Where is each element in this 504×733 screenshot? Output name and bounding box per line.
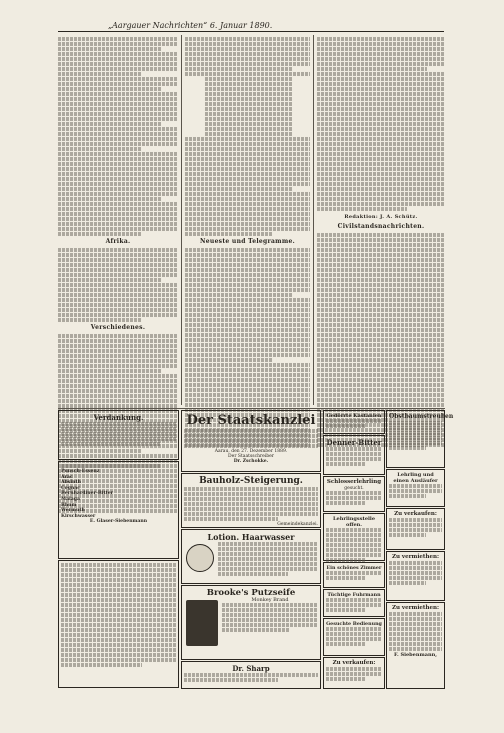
ad-zimmer-title: Ein schönes Zimmer — [326, 565, 382, 571]
ad-lehrling-right — [386, 469, 445, 507]
liqueur-item: Kirschwasser — [61, 513, 96, 519]
brooke-monkey-illustration — [186, 600, 218, 646]
ad-brooke — [181, 585, 321, 660]
ad-bauholz-office: Gemeindekanzlei. — [277, 522, 318, 527]
liqueur-item: Bernhardiner-Bitter — [61, 491, 114, 497]
ad-bedienung — [323, 618, 385, 656]
ad-list-left — [58, 560, 179, 688]
liqueur-seller: E. Glaser-Siebenmann — [89, 519, 148, 525]
ads-top-rule — [58, 408, 445, 409]
column-left — [58, 37, 178, 407]
ad-vermiethen-title: Zu vermiethen: — [392, 554, 439, 560]
ad-verkaufen-middle — [323, 657, 385, 689]
ad-lehrling-title: Lehrlingsstelle offen. — [333, 516, 375, 528]
page-title: „Aargauer Nachrichten“ 6. Januar 1890. — [108, 21, 273, 30]
ad-fuhrmann-title: Tüchtige Fuhrmann — [327, 592, 381, 598]
liqueur-item: Malaga — [61, 496, 80, 502]
ad-schlosser-sub: gesucht. — [344, 486, 364, 491]
ad-verdankung-title: Verdankung. — [93, 413, 144, 422]
section-heading-verschiedenes: Verschiedenes. — [90, 324, 146, 331]
section-heading-afrika: Afrika. — [105, 238, 131, 245]
liqueur-item: Cognac — [61, 485, 81, 491]
ad-lehrling — [323, 513, 385, 561]
ad-lotion — [181, 529, 321, 584]
ad-verdankung — [58, 410, 179, 460]
page-header — [58, 20, 444, 32]
ad-denner-title: Denner-Bitter — [326, 438, 382, 447]
ad-vermiethen-2-title: Zu vermiethen: — [392, 605, 439, 611]
ad-obstbaum-title: Obstbaumstreuben — [389, 413, 454, 420]
ad-denner — [323, 435, 385, 475]
liqueur-item: Absinth — [61, 480, 81, 486]
ad-staatskanzlei — [181, 410, 321, 472]
ad-brooke-title: Brooke's Putzseife — [206, 588, 296, 598]
ad-vermiethen-1 — [386, 551, 445, 601]
ad-lotion-title: Lotion. Haarwasser — [207, 532, 295, 542]
ad-staatskanzlei-date: Aarau, den 27. Dezember 1889. — [214, 449, 288, 454]
column-middle — [185, 37, 310, 407]
ad-liqueur — [58, 461, 179, 559]
ad-staatskanzlei-office: Der Staatsschreiber — [228, 454, 274, 459]
ad-brooke-sub: Monkey Brand — [251, 597, 289, 603]
ad-schlosser-title: Schlosserlehrling — [326, 479, 382, 485]
ad-sharp-title: Dr. Sharp — [232, 664, 270, 673]
ad-verkaufen-right-title: Zu verkaufen: — [394, 511, 437, 517]
ad-kastanien-title: Gedörrte Kastanien — [326, 413, 382, 419]
lotion-seal-icon — [186, 544, 214, 572]
ad-fuhrmann — [323, 589, 385, 617]
ad-bauholz-title: Bauholz-Steigerung. — [199, 476, 303, 486]
ad-obstbaum — [386, 410, 454, 468]
liqueur-item: Rhum — [61, 502, 77, 508]
ad-lehrling-right-title: Lehrling und einen Ausläufer — [393, 472, 438, 484]
ad-sharp — [181, 661, 321, 689]
ad-vermiethen-2 — [386, 602, 445, 689]
ad-verkaufen-right — [386, 508, 445, 550]
section-heading-civilstand: Civilstandsnachrichten. — [337, 223, 425, 230]
ad-staatskanzlei-title: Der Staatskanzlei — [186, 413, 316, 428]
liqueur-item: Arac — [61, 474, 73, 480]
column-rule — [181, 35, 182, 405]
column-right — [317, 37, 445, 407]
ad-kastanien — [323, 410, 385, 434]
editor-line: Redaktion: J. A. Schütz. — [344, 214, 418, 220]
section-heading-telegramme: Neueste und Telegramme. — [200, 238, 295, 245]
ad-verkaufen-title: Zu verkaufen: — [332, 660, 376, 666]
ad-zimmer — [323, 562, 385, 588]
ad-staatskanzlei-signature: Dr. Zschokke. — [233, 459, 269, 464]
liqueur-item: Wermuth — [61, 508, 85, 514]
ad-bauholz — [181, 473, 321, 528]
column-rule — [313, 35, 314, 405]
liqueur-item: Punsch-Essenz — [61, 469, 100, 474]
ad-siebenmann: F. Siebenmann, — [393, 652, 438, 658]
ad-bedienung-title: Gesuchte Bedienung — [326, 621, 382, 627]
ad-schlosser — [323, 476, 385, 512]
